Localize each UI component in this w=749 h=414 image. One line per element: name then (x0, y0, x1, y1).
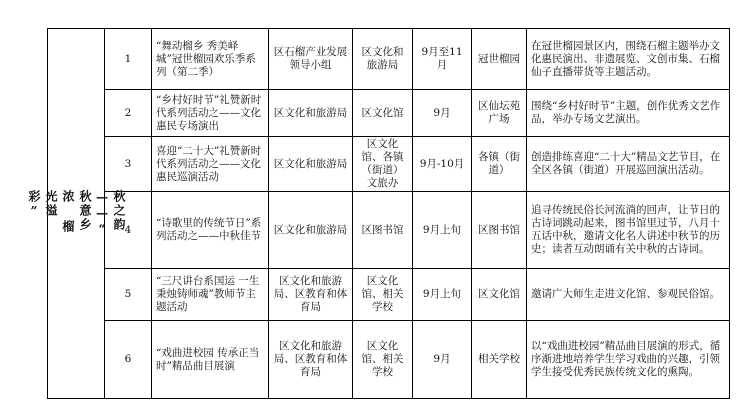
undertaker: 区文化馆、相关学校 (353, 321, 413, 399)
activity-content: 以“戏曲进校园”精品曲目展演的形式，循序渐进地培养学生学习戏曲的兴趣，引领学生接受优秀民族传统文化的熏陶。 (527, 321, 730, 399)
undertaker: 区文化馆 (353, 90, 413, 137)
organizer: 区文化和旅游局 (269, 90, 353, 137)
activity-place: 区图书馆 (472, 192, 527, 269)
activity-time: 9月 (413, 321, 472, 399)
section-title: 秋之韵 ——“ 秋意乡 浓 榴 光溢 彩” (27, 189, 126, 238)
activity-table (27, 28, 730, 399)
activity-place: 相关学校 (472, 321, 527, 399)
row-number: 4 (105, 192, 152, 269)
row-number: 5 (105, 269, 152, 321)
organizer: 区石榴产业发展领导小组 (269, 29, 353, 90)
activity-name: “诗歌里的传统节日”系列活动之——中秋佳节 (152, 192, 269, 269)
activity-name: “三尺讲台系国运 一生秉烛铸师魂”教师节主题活动 (152, 269, 269, 321)
row-number: 3 (105, 137, 152, 192)
table-row (48, 192, 730, 269)
activity-place: 区文化馆 (472, 269, 527, 321)
activity-name: 喜迎“二十大”礼赞新时代系列活动之——文化惠民巡演活动 (152, 137, 269, 192)
table-row (48, 269, 730, 321)
activity-time: 9月-10月 (413, 137, 472, 192)
table-row (48, 29, 730, 90)
undertaker: 区文化馆、相关学校 (353, 269, 413, 321)
organizer: 区文化和旅游局 (269, 137, 353, 192)
organizer: 区文化和旅游局、区教育和体育局 (269, 321, 353, 399)
table-row (48, 90, 730, 137)
row-number: 2 (105, 90, 152, 137)
activity-content: 围绕“乡村好时节”主题，创作优秀文艺作品，举办专场文艺演出。 (527, 90, 730, 137)
undertaker: 区文化和旅游局 (353, 29, 413, 90)
activity-name: “乡村好时节”礼赞新时代系列活动之——文化惠民专场演出 (152, 90, 269, 137)
activity-time: 9月 (413, 90, 472, 137)
row-number: 6 (105, 321, 152, 399)
activity-content: 追寻传统民俗长河流淌的回声，让节日的古诗词跳动起来，图书馆里过节，八月十五话中秋，邀请文化名人讲述中秋节的历史；读者互动朗诵有关中秋的古诗词。 (527, 192, 730, 269)
activity-content: 创造排练喜迎“二十大”精品文艺节目，在全区各镇（街道）开展巡回演出活动。 (527, 137, 730, 192)
organizer: 区文化和旅游局 (269, 192, 353, 269)
undertaker: 区文化馆、各镇（街道）文旅办 (353, 137, 413, 192)
section-label-cell (27, 29, 126, 399)
activity-place: 区仙坛苑广场 (472, 90, 527, 137)
activity-name: “戏曲进校园 传承正当时”精品曲目展演 (152, 321, 269, 399)
activity-content: 在冠世榴园景区内，围绕石榴主题举办文化惠民演出、非遗展览、文创市集、石榴仙子直播带货等主题活动。 (527, 29, 730, 90)
activity-time: 9月至11月 (413, 29, 472, 90)
undertaker: 区图书馆 (353, 192, 413, 269)
activity-content: 邀请广大师生走进文化馆、参观民俗馆。 (527, 269, 730, 321)
table-row (48, 321, 730, 399)
activity-place: 冠世榴园 (472, 29, 527, 90)
activity-name: “舞动榴乡 秀美峄城”冠世榴园欢乐季系列（第二季） (152, 29, 269, 90)
organizer: 区文化和旅游局、区教育和体育局 (269, 269, 353, 321)
activity-time: 9月上旬 (413, 192, 472, 269)
table-row (48, 137, 730, 192)
row-number: 1 (105, 29, 152, 90)
activity-place: 各镇（街道） (472, 137, 527, 192)
activity-time: 9月上旬 (413, 269, 472, 321)
